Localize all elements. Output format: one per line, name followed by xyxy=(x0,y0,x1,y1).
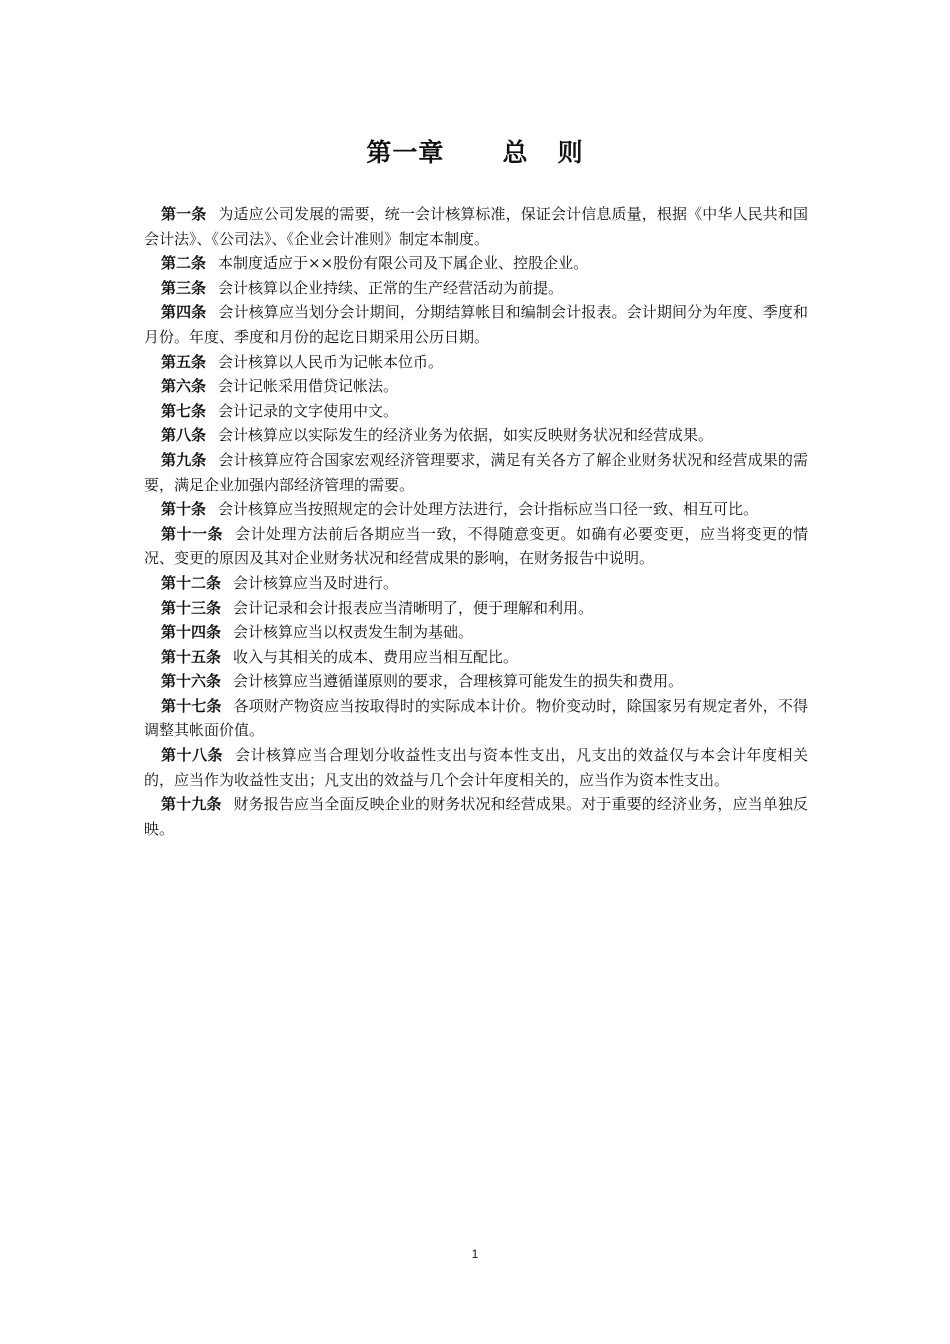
article-label: 第一条 xyxy=(161,205,207,223)
article-text: 会计核算应当遵循谨原则的要求，合理核算可能发生的损失和费用。 xyxy=(233,672,684,691)
article-4 xyxy=(144,300,808,349)
article-label: 第五条 xyxy=(161,352,207,371)
article-label: 第十七条 xyxy=(161,696,222,715)
article-text: 会计核算应以实际发生的经济业务为依据，如实反映财务状况和经营成果。 xyxy=(218,426,714,445)
article-label: 第十四条 xyxy=(161,623,222,642)
article-1 xyxy=(144,202,808,251)
article-16 xyxy=(144,669,808,694)
article-text: 财务报告应当全面反映企业的财务状况和经营成果。对于重要的经济业务，应当单独反映。 xyxy=(144,795,808,838)
article-text: 会计记录的文字使用中文。 xyxy=(218,401,399,420)
article-label: 第十八条 xyxy=(161,746,223,765)
article-text: 会计记帐采用借贷记帐法。 xyxy=(218,377,399,396)
article-14 xyxy=(144,620,808,645)
article-5 xyxy=(144,350,808,375)
page-number: 1 xyxy=(471,1247,479,1261)
article-text: 会计处理方法前后各期应当一致，不得随意变更。如确有必要变更，应当将变更的情况、变更的原因及其对企业财务状况和经营成果的影响，在财务报告中说明。 xyxy=(144,524,808,568)
article-11 xyxy=(144,522,808,571)
article-13 xyxy=(144,596,808,621)
article-text: 会计核算应当合理划分收益性支出与资本性支出，凡支出的效益仅与本会计年度相关的，应当作为收益性支出；凡支出的效益与几个会计年度相关的，应当作为资本性支出。 xyxy=(144,746,808,789)
article-text: 会计核算以企业持续、正常的生产经营活动为前提。 xyxy=(218,278,564,297)
article-text: 会计核算应当以权责发生制为基础。 xyxy=(233,623,474,642)
article-label: 第四条 xyxy=(161,303,207,322)
article-text: 会计核算应当按照规定的会计处理方法进行，会计指标应当口径一致、相互可比。 xyxy=(218,500,759,519)
article-label: 第十五条 xyxy=(161,647,222,666)
article-label: 第十一条 xyxy=(161,524,223,543)
article-3 xyxy=(144,276,808,301)
article-19 xyxy=(144,792,808,841)
article-18 xyxy=(144,743,808,792)
article-text: 会计核算应当划分会计期间，分期结算帐目和编制会计报表。会计期间分为年度、季度和月份。年度、季度和月份的起讫日期采用公历日期。 xyxy=(144,303,808,346)
article-text: 会计记录和会计报表应当清晰明了，便于理解和利用。 xyxy=(233,598,594,617)
article-6 xyxy=(144,374,808,399)
article-2 xyxy=(144,251,808,276)
article-label: 第十六条 xyxy=(161,672,222,691)
article-list xyxy=(144,202,808,841)
article-10 xyxy=(144,497,808,522)
article-9 xyxy=(144,448,808,497)
article-text: 会计核算应符合国家宏观经济管理要求，满足有关各方了解企业财务状况和经营成果的需要，满足企业加强内部经济管理的需要。 xyxy=(144,450,808,494)
article-label: 第十条 xyxy=(161,500,207,519)
article-7 xyxy=(144,399,808,424)
article-15 xyxy=(144,645,808,670)
article-17 xyxy=(144,694,808,743)
article-text: 本制度适应于××股份有限公司及下属企业、控股企业。 xyxy=(218,254,589,273)
article-label: 第六条 xyxy=(161,377,207,396)
article-12 xyxy=(144,571,808,596)
article-label: 第二条 xyxy=(161,254,207,273)
article-text: 收入与其相关的成本、费用应当相互配比。 xyxy=(233,647,519,666)
article-8 xyxy=(144,423,808,448)
article-label: 第十三条 xyxy=(161,598,222,617)
article-label: 第十九条 xyxy=(161,795,222,814)
article-label: 第十二条 xyxy=(161,573,222,592)
article-text: 各项财产物资应当按取得时的实际成本计价。物价变动时，除国家另有规定者外，不得调整其帐面价值。 xyxy=(144,696,808,740)
article-label: 第八条 xyxy=(161,426,207,445)
article-text: 为适应公司发展的需要，统一会计核算标准，保证会计信息质量，根据《中华人民共和国会计法》、《公司法》、《企业会计准则》制定本制度。 xyxy=(144,205,808,248)
article-text: 会计核算应当及时进行。 xyxy=(233,573,399,592)
article-text: 会计核算以人民币为记帐本位币。 xyxy=(218,352,444,371)
article-label: 第九条 xyxy=(161,450,207,469)
chapter-title: 第一章 总 则 xyxy=(366,138,584,167)
article-label: 第七条 xyxy=(161,401,207,420)
article-label: 第三条 xyxy=(161,278,207,297)
